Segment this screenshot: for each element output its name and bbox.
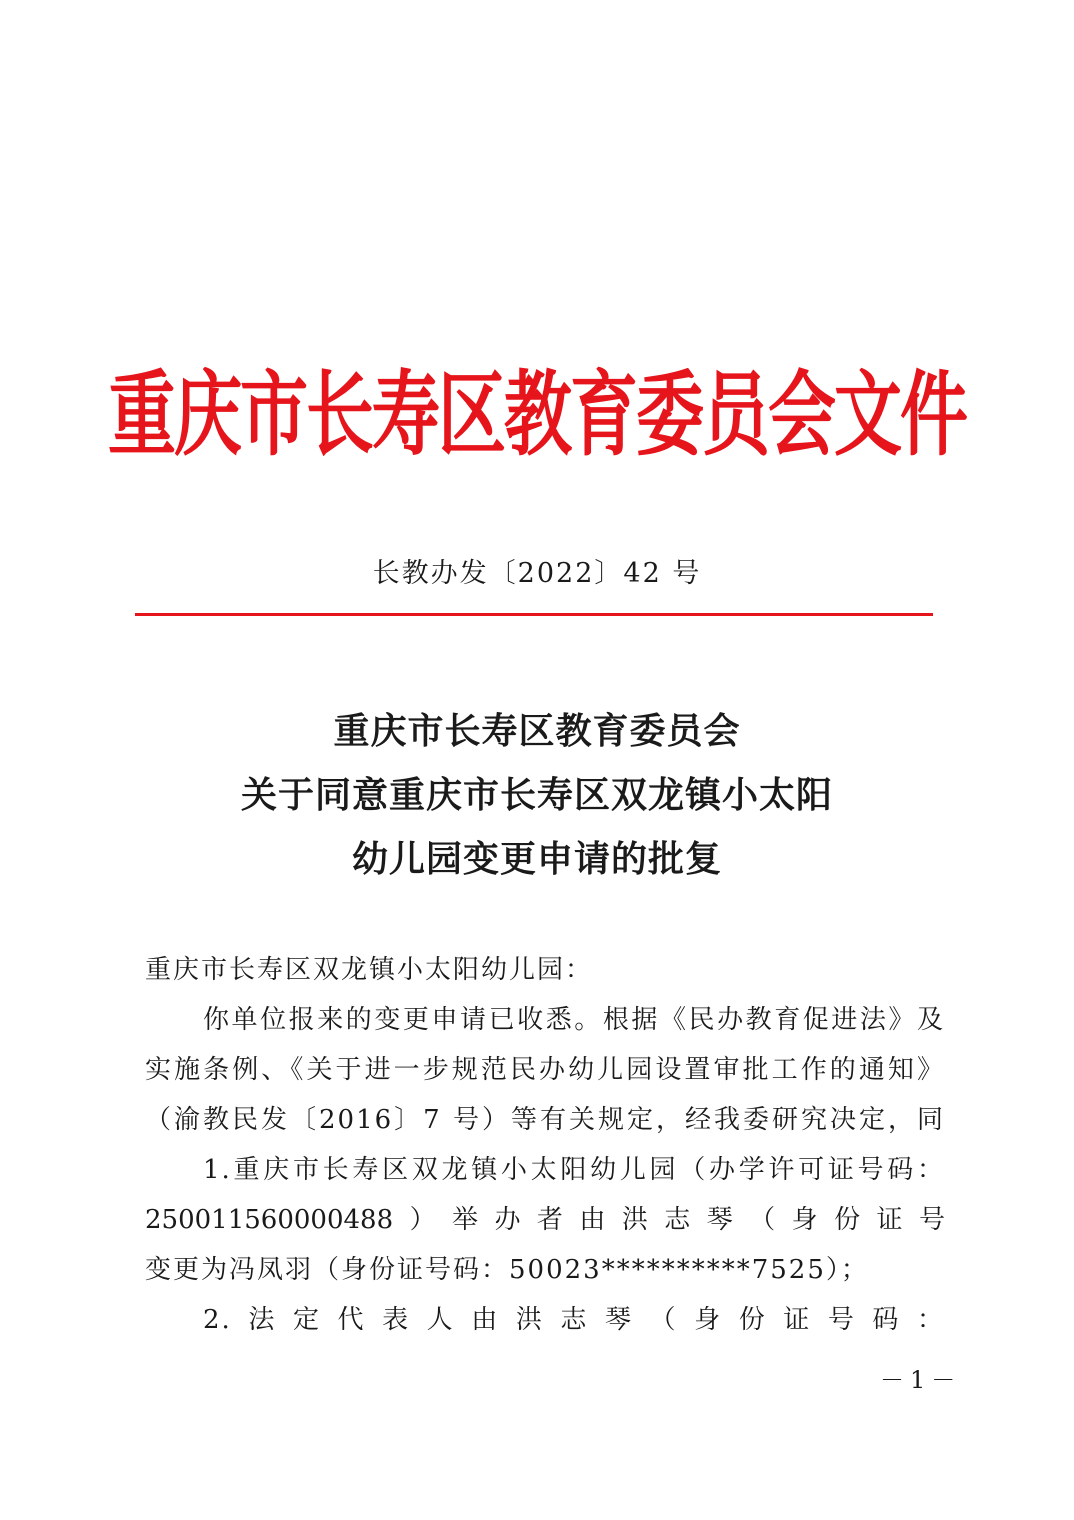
document-body: [145, 945, 945, 1345]
item-2-line: 2.法定代表人由洪志琴（身份证号码：: [203, 1305, 945, 1335]
red-separator-line: [135, 613, 933, 616]
addressee: 重庆市长寿区双龙镇小太阳幼儿园：: [145, 955, 594, 985]
paragraph-line: （渝教民发〔2016〕7 号）等有关规定，经我委研究决定，同: [145, 1105, 945, 1135]
page-number: －1－: [880, 1366, 962, 1394]
title-line-1: 重庆市长寿区教育委员会: [333, 711, 741, 752]
title-line-3: 幼儿园变更申请的批复: [351, 839, 722, 880]
letterhead-title: 重庆市长寿区教育委员会文件: [107, 363, 966, 470]
title-line-2: 关于同意重庆市长寿区双龙镇小太阳: [240, 775, 833, 816]
paragraph-line: 你单位报来的变更申请已收悉。根据《民办教育促进法》及: [203, 1005, 945, 1035]
item-1-line: 变更为冯凤羽（身份证号码：50023**********7525）；: [145, 1255, 869, 1285]
item-1-line: 1.重庆市长寿区双龙镇小太阳幼儿园（办学许可证号码：: [203, 1155, 945, 1185]
item-1-line: 250011560000488）举办者由洪志琴（身份证号: [145, 1205, 945, 1235]
paragraph-line: 实施条例、《关于进一步规范民办幼儿园设置审批工作的通知》: [145, 1055, 945, 1085]
document-number: 长教办发〔2022〕42 号: [372, 558, 702, 589]
document-title: [0, 700, 1074, 892]
